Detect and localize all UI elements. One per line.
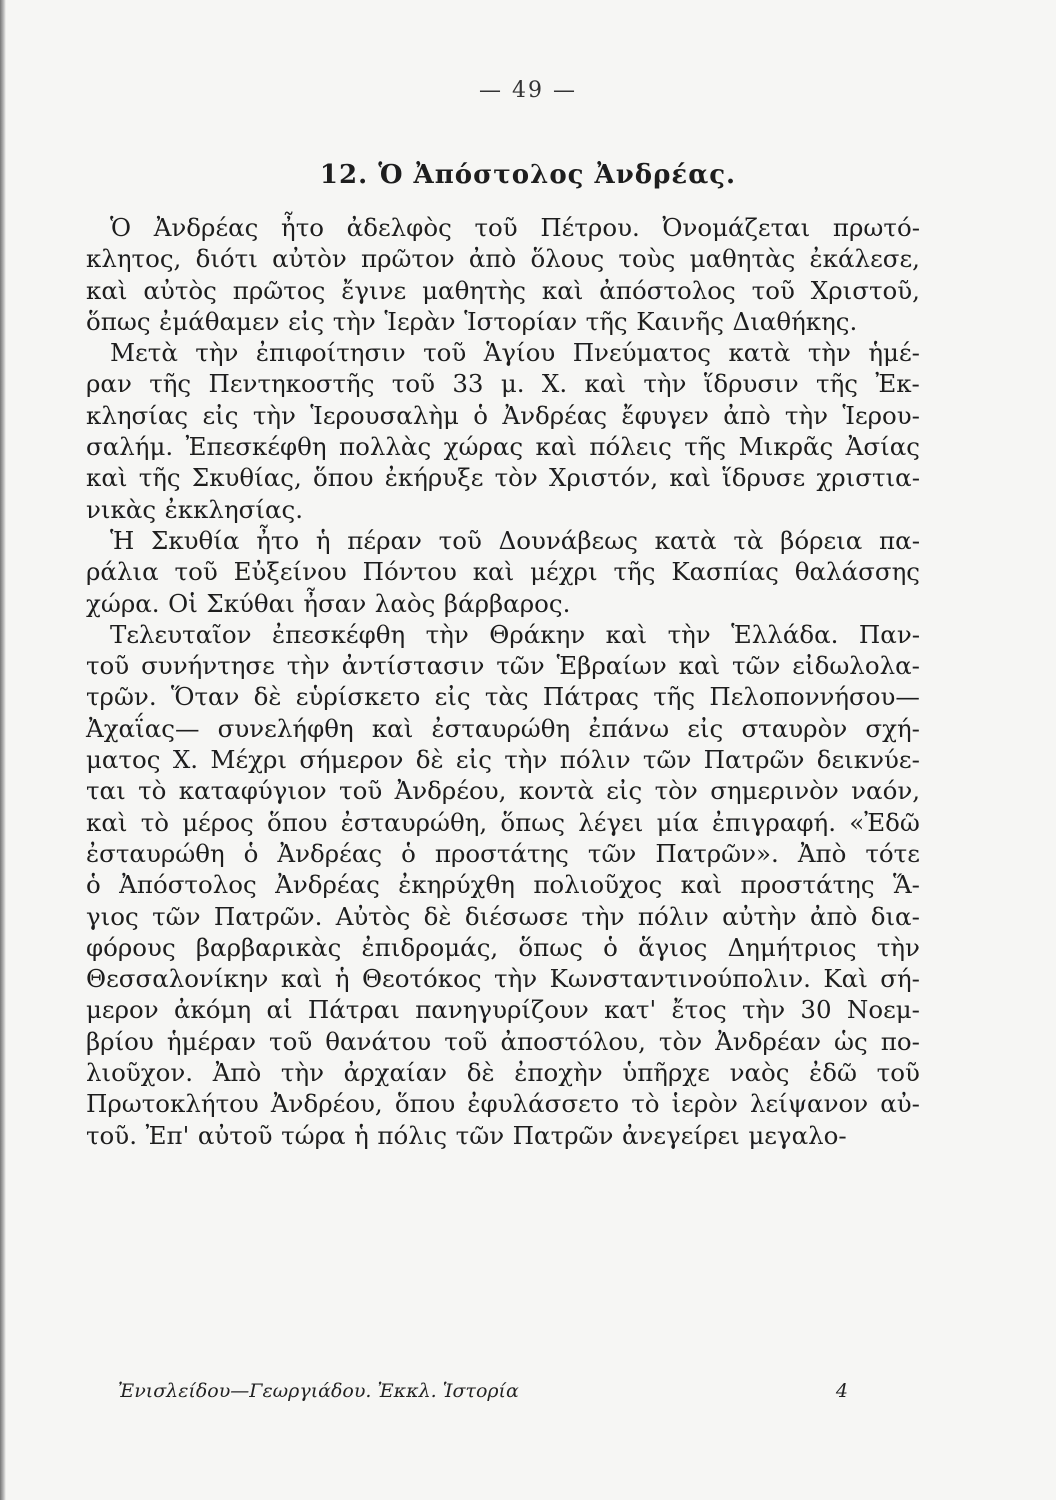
text-line: ραν τῆς Πεντηκοστῆς τοῦ 33 μ. Χ. καὶ τὴν ἵδρυσιν τῆς Ἐκ-: [86, 369, 920, 399]
text-line: Ὁ Ἀνδρέας ἦτο ἀδελφὸς τοῦ Πέτρου. Ὀνομάζεται πρωτό-: [110, 213, 920, 242]
text-line: μερον ἀκόμη αἱ Πάτραι πανηγυρίζουν κατ' ἔτος τὴν 30 Νοεμ-: [86, 995, 920, 1025]
footer-signature: Ἐνισλείδου—Γεωργιάδου. Ἐκκλ. Ἱστορία: [118, 1380, 519, 1402]
text-line: ται τὸ καταφύγιον τοῦ Ἀνδρέου, κοντὰ εἰς τὸν σημερινὸν ναόν,: [86, 776, 920, 806]
text-line: ὁ Ἀπόστολος Ἀνδρέας ἐκηρύχθη πολιοῦχος καὶ προστάτης Ἅ-: [86, 870, 920, 900]
text-line: Ἀχαΐας— συνελήφθη καὶ ἐσταυρώθη ἐπάνω εἰς σταυρὸν σχή-: [86, 713, 920, 743]
text-line: καὶ τὸ μέρος ὅπου ἐσταυρώθη, ὅπως λέγει μία ἐπιγραφή. «Ἐδῶ: [86, 807, 920, 837]
text-line: Τελευταῖον ἐπεσκέφθη τὴν Θράκην καὶ τὴν Ἑλλάδα. Παν-: [110, 619, 920, 649]
text-line: καὶ αὐτὸς πρῶτος ἔγινε μαθητὴς καὶ ἀπόστολος τοῦ Χριστοῦ,: [86, 275, 920, 305]
text-line: καὶ τῆς Σκυθίας, ὅπου ἐκήρυξε τὸν Χριστόν, καὶ ἵδρυσε χριστια-: [86, 463, 920, 493]
text-line: ματος Χ. Μέχρι σήμερον δὲ εἰς τὴν πόλιν τῶν Πατρῶν δεικνύε-: [86, 745, 920, 775]
paragraph: [86, 212, 920, 337]
text-line: γιος τῶν Πατρῶν. Αὐτὸς δὲ διέσωσε τὴν πόλιν αὐτὴν ἀπὸ δια-: [86, 901, 920, 931]
paragraph: [86, 525, 920, 619]
text-line: ράλια τοῦ Εὐξείνου Πόντου καὶ μέχρι τῆς Κασπίας θαλάσσης: [86, 557, 920, 587]
text-line: χώρα. Οἱ Σκύθαι ἦσαν λαὸς βάρβαρος.: [86, 588, 571, 618]
page-footer: [118, 1380, 858, 1402]
page-binding-edge: [0, 0, 6, 1500]
text-line: Θεσσαλονίκην καὶ ἡ Θεοτόκος τὴν Κωνσταντινούπολιν. Καὶ σή-: [86, 964, 920, 994]
text-line: ὅπως ἐμάθαμεν εἰς τὴν Ἱερὰν Ἱστορίαν τῆς Καινῆς Διαθήκης.: [86, 306, 858, 336]
paragraph: [86, 337, 920, 525]
text-line: τοῦ. Ἐπ' αὐτοῦ τώρα ἡ πόλις τῶν Πατρῶν ἀνεγείρει μεγαλο-: [86, 1120, 847, 1150]
paragraph: [86, 619, 920, 1151]
text-line: σαλήμ. Ἐπεσκέφθη πολλὰς χώρας καὶ πόλεις τῆς Μικρᾶς Ἀσίας: [86, 432, 920, 462]
text-line: Ἡ Σκυθία ἦτο ἡ πέραν τοῦ Δουνάβεως κατὰ τὰ βόρεια πα-: [110, 525, 920, 555]
text-line: κλησίας εἰς τὴν Ἱερουσαλὴμ ὁ Ἀνδρέας ἔφυγεν ἀπὸ τὴν Ἱερου-: [86, 400, 920, 430]
footer-sheet-number: 4: [835, 1380, 848, 1402]
chapter-title: 12. Ὁ Ἀπόστολος Ἀνδρέας.: [319, 160, 737, 190]
text-line: τοῦ συνήντησε τὴν ἀντίστασιν τῶν Ἑβραίων καὶ τῶν εἰδωλολα-: [86, 651, 920, 681]
body-text: [86, 212, 920, 1151]
text-line: λιοῦχον. Ἀπὸ τὴν ἀρχαίαν δὲ ἐποχὴν ὑπῆρχε ναὸς ἐδῶ τοῦ: [86, 1058, 920, 1088]
text-line: βρίου ἡμέραν τοῦ θανάτου τοῦ ἀποστόλου, τὸν Ἀνδρέαν ὡς πο-: [86, 1026, 920, 1056]
text-line: νικὰς ἐκκλησίας.: [86, 494, 304, 524]
text-line: κλητος, διότι αὐτὸν πρῶτον ἀπὸ ὅλους τοὺς μαθητὰς ἐκάλεσε,: [86, 244, 920, 274]
text-line: Πρωτοκλήτου Ἀνδρέου, ὅπου ἐφυλάσσετο τὸ ἱερὸν λείψανον αὐ-: [86, 1089, 920, 1119]
page-number: — 49 —: [479, 78, 577, 103]
text-line: τρῶν. Ὅταν δὲ εὑρίσκετο εἰς τὰς Πάτρας τῆς Πελοποννήσου—: [86, 682, 920, 712]
text-line: Μετὰ τὴν ἐπιφοίτησιν τοῦ Ἁγίου Πνεύματος κατὰ τὴν ἡμέ-: [110, 338, 920, 368]
text-line: ἐσταυρώθη ὁ Ἀνδρέας ὁ προστάτης τῶν Πατρῶν». Ἀπὸ τότε: [86, 838, 920, 868]
text-line: φόρους βαρβαρικὰς ἐπιδρομάς, ὅπως ὁ ἅγιος Δημήτριος τὴν: [86, 932, 920, 962]
